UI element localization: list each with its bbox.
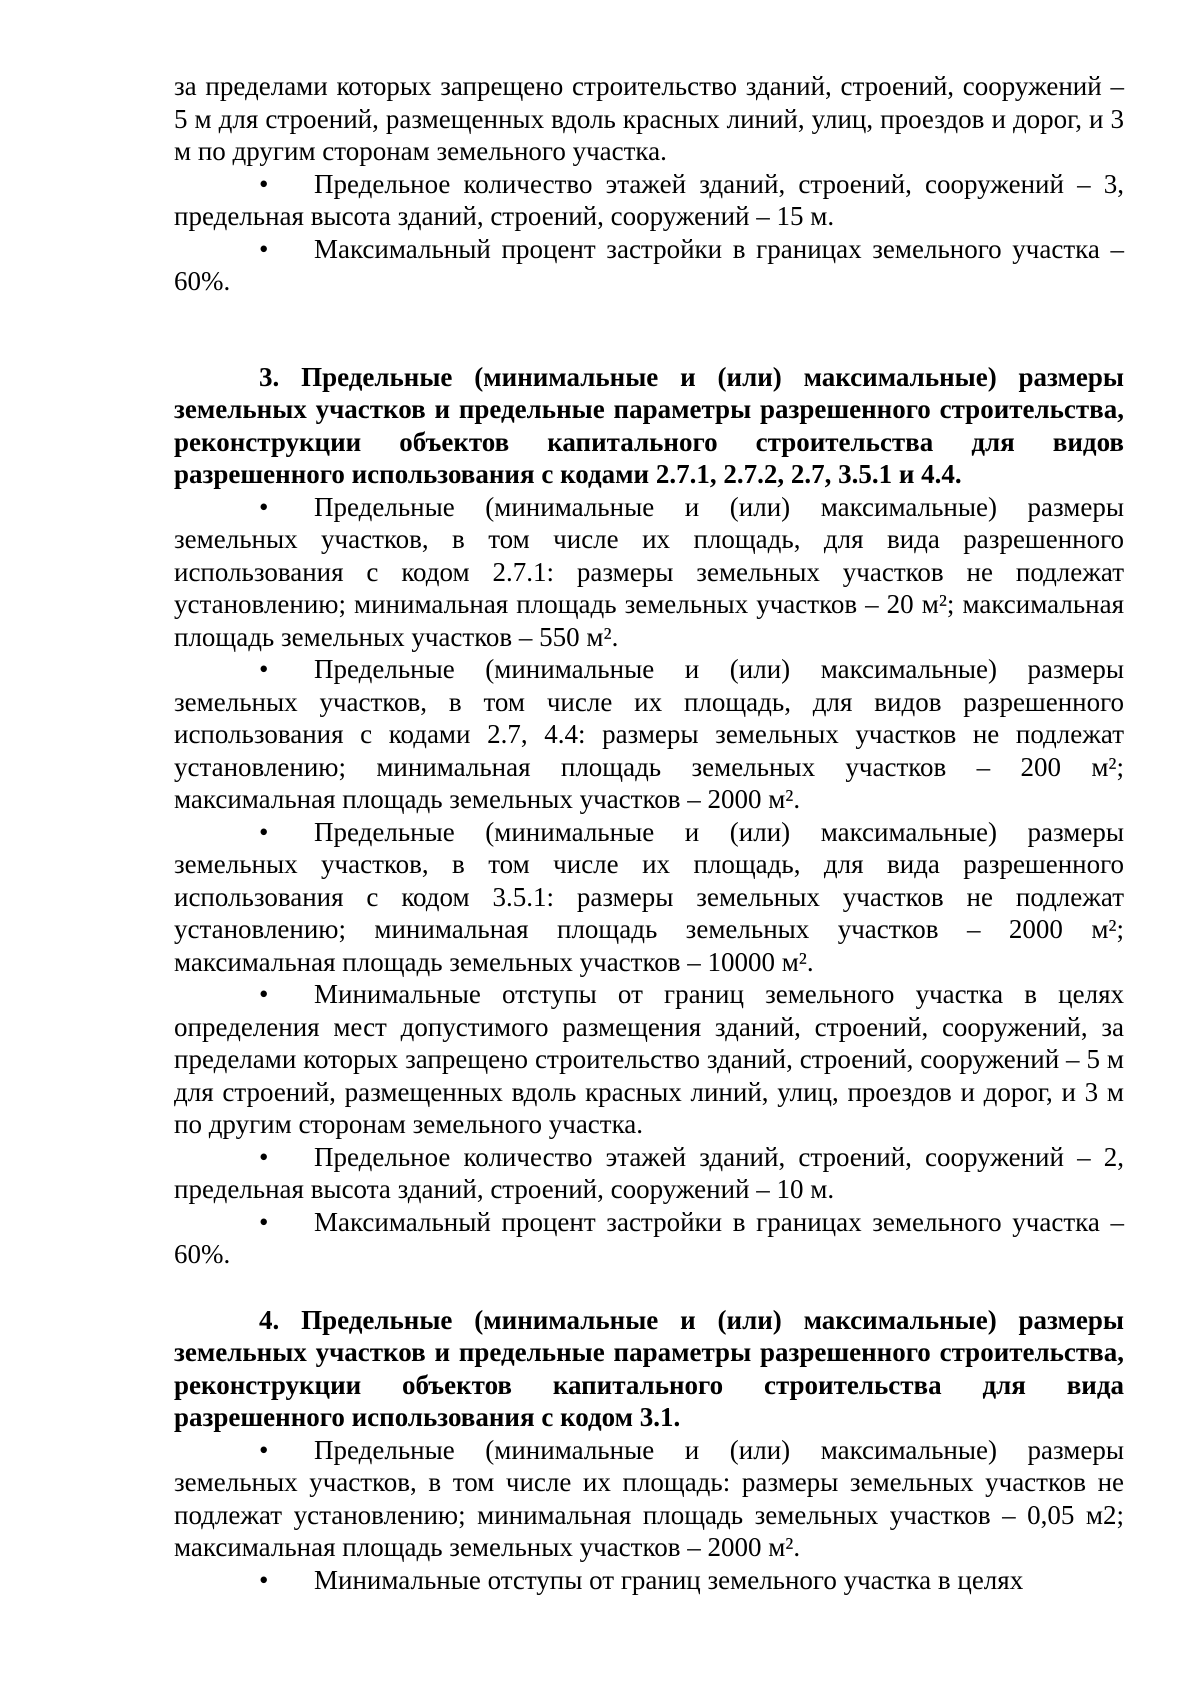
bullet-item — [174, 491, 1124, 654]
paragraph-continuation: за пределами которых запрещено строительство зданий, строений, сооружений – 5 м для строений, размещенных вдоль красных линий, улиц, проездов и дорог, и 3 м по другим сторонам земельного участка. — [174, 71, 1124, 166]
bullet-item — [174, 978, 1124, 1141]
bullet-marker: • — [259, 1434, 269, 1465]
bullet-text: Предельные (минимальные и (или) максимальные) размеры земельных участков, в том числе их площадь, для вида разрешенного использования с кодом 2.7.1: размеры земельных участков не подлежат установлению; минимальная площадь земельных участков – 20 м²; максимальная площадь земельных участков – 550 м². — [174, 491, 1124, 652]
section-heading-4: 4. Предельные (минимальные и (или) максимальные) размеры земельных участков и предельные параметры разрешенного строительства, реконструкции объектов капитального строительства для вида разрешенного использования с кодом 3.1. — [174, 1304, 1124, 1432]
bullet-text: Предельное количество этажей зданий, строений, сооружений – 2, предельная высота зданий, строений, сооружений – 10 м. — [174, 1141, 1124, 1204]
bullet-marker: • — [259, 168, 269, 199]
bullet-item — [174, 653, 1124, 816]
bullet-text: Предельное количество этажей зданий, строений, сооружений – 3, предельная высота зданий, строений, сооружений – 15 м. — [174, 168, 1124, 231]
bullet-text: Минимальные отступы от границ земельного участка в целях определения мест допустимого размещения зданий, строений, сооружений, за пределами которых запрещено строительство зданий, строений, сооружений – 5 м для строений, размещенных вдоль красных линий, улиц, проездов и дорог, и 3 м по другим сторонам земельного участка. — [174, 979, 1124, 1139]
section-heading-3: 3. Предельные (минимальные и (или) максимальные) размеры земельных участков и предельные параметры разрешенного строительства, реконструкции объектов капитального строительства для видов разрешенного использования с кодами 2.7.1, 2.7.2, 2.7, 3.5.1 и 4.4. — [174, 361, 1124, 489]
bullet-marker: • — [259, 979, 269, 1009]
bullet-item — [174, 1206, 1124, 1271]
bullet-marker: • — [259, 491, 269, 522]
bullet-text: Предельные (минимальные и (или) максимальные) размеры земельных участков, в том числе их площадь: размеры земельных участков не подлежат установлению; минимальная площадь земельных участков – 0,05 м2; максимальная площадь земельных участков – 2000 м². — [174, 1434, 1124, 1562]
bullet-marker: • — [259, 816, 269, 847]
bullet-text: Предельные (минимальные и (или) максимальные) размеры земельных участков, в том числе их площадь, для вида разрешенного использования с кодом 3.5.1: размеры земельных участков не подлежат установлению; минимальная площадь земельных участков – 2000 м²; максимальная площадь земельных участков – 10000 м². — [174, 816, 1124, 977]
bullet-marker: • — [259, 1141, 269, 1172]
document-page — [174, 70, 1124, 1596]
bullet-item — [174, 816, 1124, 979]
bullet-marker: • — [259, 1206, 269, 1237]
bullet-marker: • — [259, 654, 269, 684]
bullet-text: Максимальный процент застройки в границах земельного участка – 60%. — [174, 233, 1124, 296]
bullet-item — [174, 1434, 1124, 1564]
bullet-text: Предельные (минимальные и (или) максимальные) размеры земельных участков, в том числе их площадь, для видов разрешенного использования с кодами 2.7, 4.4: размеры земельных участков не подлежат установлению; минимальная площадь земельных участков – 200 м²; максимальная площадь земельных участков – 2000 м². — [174, 654, 1124, 814]
bullet-item — [174, 168, 1124, 233]
bullet-marker: • — [259, 1564, 269, 1595]
bullet-item — [174, 1564, 1124, 1597]
bullet-item — [174, 233, 1124, 298]
bullet-text: Минимальные отступы от границ земельного участка в целях — [314, 1564, 1024, 1595]
bullet-text: Максимальный процент застройки в границах земельного участка – 60%. — [174, 1206, 1124, 1269]
bullet-marker: • — [259, 233, 269, 264]
bullet-item — [174, 1141, 1124, 1206]
